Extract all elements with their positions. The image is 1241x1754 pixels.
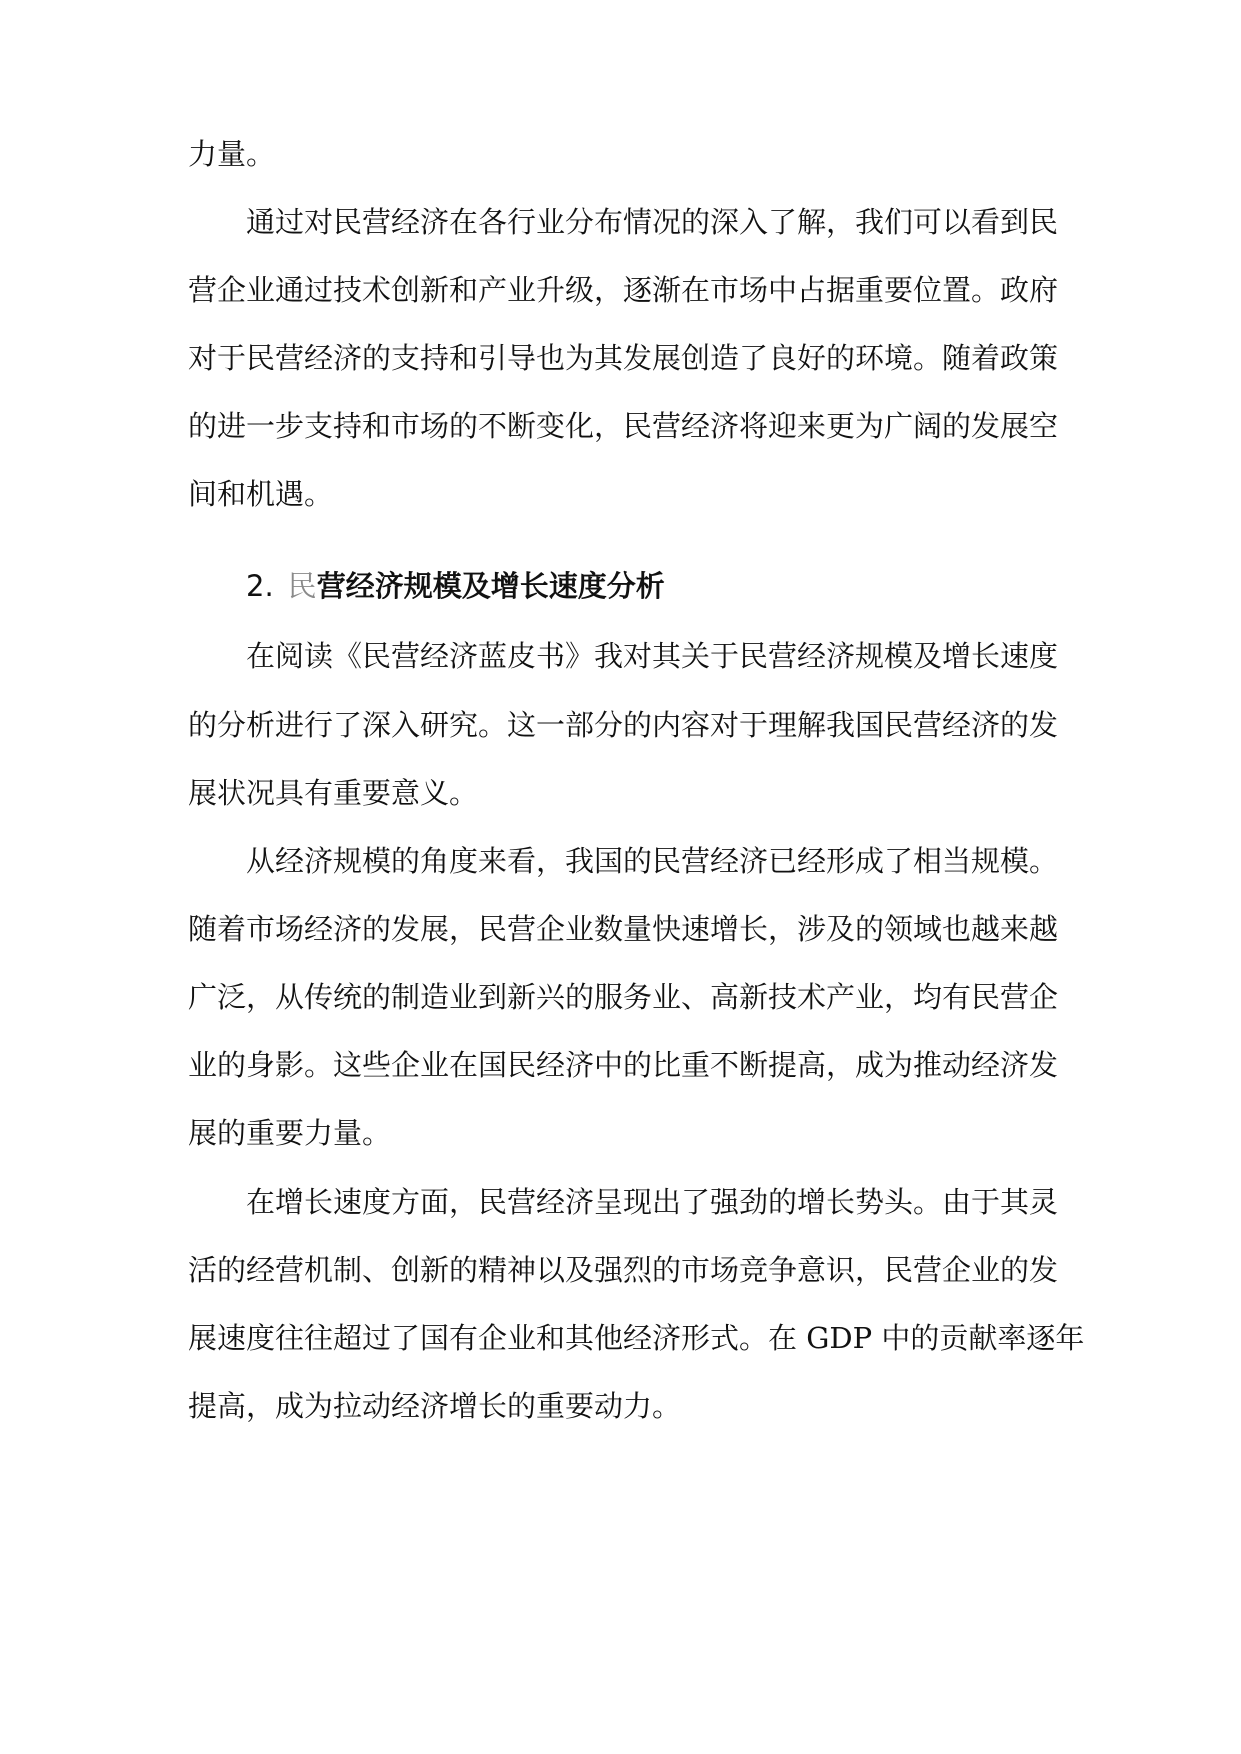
section-heading-text: 营经济规模及增长速度分析 (316, 569, 665, 603)
section-heading (246, 566, 665, 606)
text-line: 的分析进行了深入研究。这一部分的内容对于理解我国民营经济的发 (188, 708, 1059, 742)
text-line: 的进一步支持和市场的不断变化，民营经济将迎来更为广阔的发展空 (188, 409, 1059, 443)
section-heading-first-char: 民 (287, 569, 317, 603)
text-line: 展状况具有重要意义。 (188, 776, 479, 810)
text-line: 从经济规模的角度来看，我国的民营经济已经形成了相当规模。 (246, 844, 1059, 878)
text-line: 提高，成为拉动经济增长的重要动力。 (188, 1389, 682, 1423)
text-line: 在增长速度方面，民营经济呈现出了强劲的增长势头。由于其灵 (246, 1185, 1059, 1219)
text-line: 随着市场经济的发展，民营企业数量快速增长，涉及的领域也越来越 (188, 912, 1059, 946)
text-line: 在阅读《民营经济蓝皮书》我对其关于民营经济规模及增长速度 (246, 639, 1059, 673)
text-line: 活的经营机制、创新的精神以及强烈的市场竞争意识，民营企业的发 (188, 1253, 1059, 1287)
text-line: 展的重要力量。 (188, 1116, 392, 1150)
text-line: 展速度往往超过了国有企业和其他经济形式。在 GDP 中的贡献率逐年 (188, 1321, 1085, 1355)
text-line: 通过对民营经济在各行业分布情况的深入了解，我们可以看到民 (246, 205, 1059, 239)
text-line: 业的身影。这些企业在国民经济中的比重不断提高，成为推动经济发 (188, 1048, 1059, 1082)
text-line: 力量。 (188, 137, 276, 171)
text-line: 间和机遇。 (188, 477, 334, 511)
text-line: 广泛，从传统的制造业到新兴的服务业、高新技术产业，均有民营企 (188, 980, 1059, 1014)
section-number: 2. (246, 569, 274, 603)
text-line: 对于民营经济的支持和引导也为其发展创造了良好的环境。随着政策 (188, 341, 1059, 375)
text-line: 营企业通过技术创新和产业升级，逐渐在市场中占据重要位置。政府 (188, 273, 1059, 307)
